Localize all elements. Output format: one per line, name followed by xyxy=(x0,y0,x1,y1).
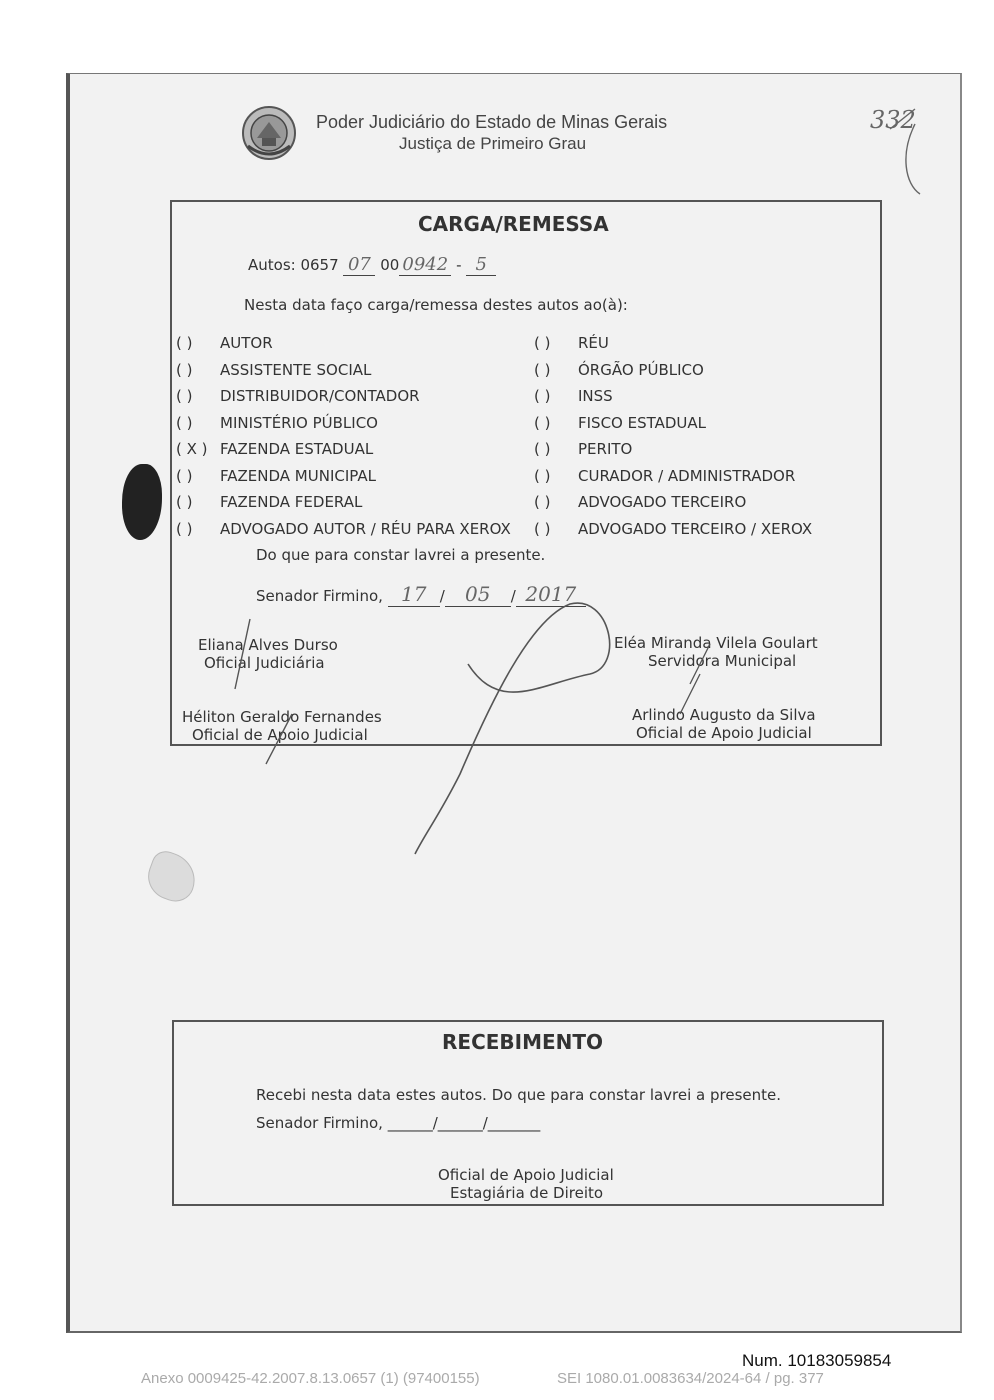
date-year: 2017 xyxy=(516,582,586,607)
option-label: DISTRIBUIDOR/CONTADOR xyxy=(220,387,420,405)
option-checkbox: ( ) xyxy=(176,360,193,379)
date-day: 17 xyxy=(388,582,440,607)
option-row xyxy=(176,387,420,405)
autos-dash: - xyxy=(456,256,462,274)
option-label: MINISTÉRIO PÚBLICO xyxy=(220,413,378,432)
recebimento-place: Senador Firmino, xyxy=(256,1114,383,1132)
recebimento-role-1: Oficial de Apoio Judicial xyxy=(438,1166,614,1184)
footer-sei: SEI 1080.01.0083634/2024-64 / pg. 377 xyxy=(557,1370,824,1387)
carga-title: CARGA/REMESSA xyxy=(418,212,609,236)
option-label: INSS xyxy=(578,387,613,405)
footer-annex: Anexo 0009425-42.2007.8.13.0657 (1) (97400155) xyxy=(141,1370,480,1387)
signer-3-role: Oficial de Apoio Judicial xyxy=(192,726,368,744)
option-row xyxy=(534,361,704,379)
option-checkbox: ( ) xyxy=(176,413,193,432)
option-checkbox: ( ) xyxy=(176,519,193,538)
signer-4-name: Arlindo Augusto da Silva xyxy=(632,706,816,724)
option-row xyxy=(176,334,273,352)
option-checkbox: ( ) xyxy=(534,493,551,511)
option-row xyxy=(534,467,795,485)
option-label: ADVOGADO AUTOR / RÉU PARA XEROX xyxy=(220,519,511,538)
option-row xyxy=(176,440,373,458)
option-label: ÓRGÃO PÚBLICO xyxy=(578,360,704,379)
option-checkbox: ( ) xyxy=(176,466,193,485)
coat-of-arms-seal-icon xyxy=(240,102,298,164)
autos-line xyxy=(248,254,496,276)
recebimento-date-line xyxy=(256,1114,540,1132)
option-checkbox: ( ) xyxy=(176,334,193,352)
option-label: FAZENDA MUNICIPAL xyxy=(220,466,376,485)
option-row xyxy=(534,520,812,538)
signer-3-name: Héliton Geraldo Fernandes xyxy=(182,708,382,726)
autos-part1: 07 xyxy=(343,254,375,276)
option-row xyxy=(176,520,511,538)
option-label: FAZENDA FEDERAL xyxy=(220,493,363,511)
option-label: ADVOGADO TERCEIRO / XEROX xyxy=(578,519,813,538)
date-sep-2: / xyxy=(510,587,516,605)
signer-4-role: Oficial de Apoio Judicial xyxy=(636,724,812,742)
option-checkbox: ( ) xyxy=(534,466,551,485)
document-number: Num. 10183059854 xyxy=(742,1351,892,1370)
header-court-level: Justiça de Primeiro Grau xyxy=(399,134,587,153)
carga-closing: Do que para constar lavrei a presente. xyxy=(256,546,546,564)
option-label: RÉU xyxy=(578,334,609,352)
option-row xyxy=(176,361,371,379)
option-row xyxy=(534,414,706,432)
option-label: FAZENDA ESTADUAL xyxy=(220,440,374,458)
option-checkbox: ( ) xyxy=(534,387,551,405)
recebimento-title: RECEBIMENTO xyxy=(442,1030,604,1054)
option-row xyxy=(534,387,613,405)
option-label: ADVOGADO TERCEIRO xyxy=(578,493,747,511)
page-annotation: 332 xyxy=(870,106,916,134)
option-checkbox: ( X ) xyxy=(176,440,208,458)
autos-part2: 0942 xyxy=(399,254,451,276)
date-sep-1: / xyxy=(439,587,445,605)
option-checkbox: ( ) xyxy=(534,519,551,538)
option-label: PERITO xyxy=(578,440,633,458)
option-row xyxy=(534,440,632,458)
autos-mid: 00 xyxy=(380,256,400,274)
date-month: 05 xyxy=(445,582,511,607)
option-checkbox: ( ) xyxy=(534,334,551,352)
signer-1-role: Oficial Judiciária xyxy=(204,654,325,672)
autos-label: Autos: 0657 xyxy=(248,256,339,274)
option-checkbox: ( ) xyxy=(534,360,551,379)
option-row xyxy=(534,334,609,352)
recebimento-date-blank: ______/______/_______ xyxy=(387,1114,541,1132)
punch-hole xyxy=(122,464,162,540)
header-court-name: Poder Judiciário do Estado de Minas Gerais xyxy=(316,112,668,132)
option-label: AUTOR xyxy=(220,334,273,352)
document-sheet xyxy=(66,73,962,1333)
option-checkbox: ( ) xyxy=(176,387,193,405)
date-place: Senador Firmino, xyxy=(256,587,383,605)
signer-2-role: Servidora Municipal xyxy=(648,652,797,670)
option-checkbox: ( ) xyxy=(176,493,193,511)
option-row xyxy=(176,467,376,485)
option-label: FISCO ESTADUAL xyxy=(578,413,707,432)
recebimento-role-2: Estagiária de Direito xyxy=(450,1184,604,1202)
option-label: CURADOR / ADMINISTRADOR xyxy=(578,466,796,485)
signer-2-name: Eléa Miranda Vilela Goulart xyxy=(614,634,818,652)
option-row xyxy=(176,414,378,432)
option-checkbox: ( ) xyxy=(534,413,551,432)
signer-1-name: Eliana Alves Durso xyxy=(198,636,338,654)
carga-intro: Nesta data faço carga/remessa destes autos ao(à): xyxy=(244,296,628,314)
paper-tear xyxy=(142,847,203,907)
recebimento-text: Recebi nesta data estes autos. Do que para constar lavrei a presente. xyxy=(256,1086,782,1104)
option-row xyxy=(534,493,746,511)
option-row xyxy=(176,493,362,511)
option-label: ASSISTENTE SOCIAL xyxy=(220,360,372,379)
autos-part3: 5 xyxy=(466,254,496,276)
option-checkbox: ( ) xyxy=(534,440,551,458)
carga-date-line xyxy=(256,582,586,607)
